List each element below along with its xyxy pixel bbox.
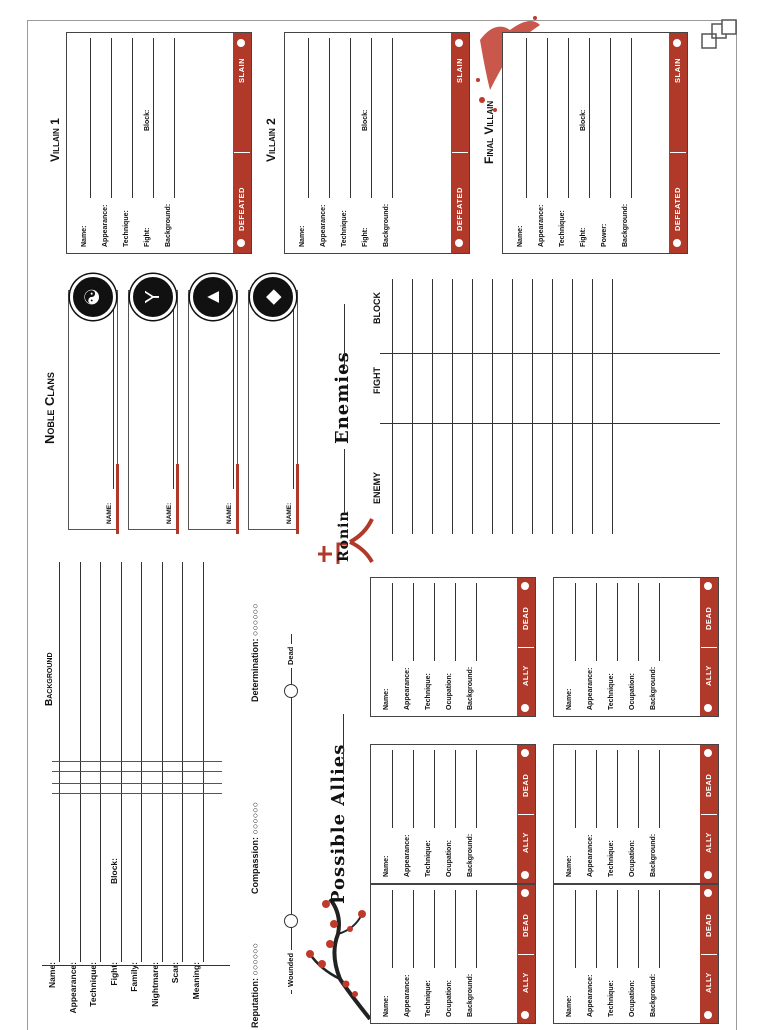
villain-field-label: Technique: <box>341 210 348 247</box>
ally-status-bar <box>700 578 718 716</box>
dead-label[interactable]: DEAD <box>521 773 530 797</box>
villain-field-line[interactable] <box>392 38 393 198</box>
enemy-col-divider <box>380 423 720 424</box>
villain-field-line[interactable] <box>371 38 372 198</box>
ally-field-line[interactable] <box>575 750 576 828</box>
ally-status-dot[interactable] <box>704 749 712 757</box>
villain-field-line[interactable] <box>526 38 527 198</box>
villain-field-label: Fight: <box>362 227 369 247</box>
character-field-label: Scar: <box>170 962 180 984</box>
slain-label[interactable]: SLAIN <box>237 58 246 83</box>
villain-status-bar <box>451 33 469 253</box>
villain-field-line[interactable] <box>350 38 351 198</box>
character-divider <box>52 771 222 772</box>
dead-checkbox[interactable] <box>284 684 298 698</box>
ally-field-line[interactable] <box>638 750 639 828</box>
clan-underline <box>236 464 239 534</box>
ally-status-divider <box>701 647 717 648</box>
ally-status-divider <box>518 814 534 815</box>
clan-crest-icon: ▲ <box>190 274 236 320</box>
villain-block-label: Block: <box>362 109 369 131</box>
villain-card <box>502 32 688 254</box>
enemy-row-line[interactable] <box>552 279 553 534</box>
ally-field-line[interactable] <box>596 890 597 968</box>
ally-card <box>553 577 719 717</box>
ally-status-bar <box>517 885 535 1023</box>
ally-label[interactable]: ALLY <box>521 972 530 993</box>
ally-field-label: Technique: <box>608 840 615 877</box>
ally-field-line[interactable] <box>455 750 456 828</box>
enemy-row-line[interactable] <box>532 279 533 534</box>
ally-field-label: Appearance: <box>404 834 411 877</box>
ally-field-line[interactable] <box>575 583 576 661</box>
defeated-label[interactable]: DEFEATED <box>455 187 464 231</box>
background-header: Background <box>44 652 55 706</box>
villain-field-line[interactable] <box>90 38 91 198</box>
villain-status-dot[interactable] <box>455 39 463 47</box>
ally-card <box>553 744 719 884</box>
ally-field-label: Technique: <box>425 840 432 877</box>
villain-card <box>66 32 252 254</box>
ally-field-label: Name: <box>383 995 390 1017</box>
clan-name-line[interactable] <box>113 299 114 489</box>
villain-field-line[interactable] <box>308 38 309 198</box>
cherry-blossom-icon <box>300 894 380 1024</box>
character-field-line[interactable] <box>100 562 101 962</box>
ally-field-label: Appearance: <box>587 974 594 1017</box>
ally-field-line[interactable] <box>617 750 618 828</box>
villain-status-dot[interactable] <box>673 39 681 47</box>
ally-field-line[interactable] <box>413 750 414 828</box>
defeated-label[interactable]: DEFEATED <box>673 187 682 231</box>
villain-field-label: Name: <box>299 225 306 247</box>
ally-status-dot[interactable] <box>521 704 529 712</box>
villain-status-dot[interactable] <box>237 239 245 247</box>
villain-title: Final Villain <box>482 100 496 164</box>
ally-field-label: Ocupation: <box>446 980 453 1017</box>
slain-label[interactable]: SLAIN <box>673 58 682 83</box>
villain-status-divider <box>452 152 468 153</box>
ally-field-label: Appearance: <box>404 974 411 1017</box>
ally-field-label: Technique: <box>608 980 615 1017</box>
clans-title: Noble Clans <box>42 372 57 444</box>
villain-field-label: Name: <box>517 225 524 247</box>
ally-status-dot[interactable] <box>704 871 712 879</box>
ally-field-line[interactable] <box>659 750 660 828</box>
ally-field-line[interactable] <box>638 890 639 968</box>
character-field-line[interactable] <box>203 562 204 962</box>
block-label: Block: <box>108 858 119 884</box>
villain-status-divider <box>670 152 686 153</box>
enemies-title: Enemies <box>332 351 353 444</box>
character-field-label: Fight: <box>108 962 119 986</box>
clan-name-line[interactable] <box>173 299 174 489</box>
ally-field-line[interactable] <box>476 750 477 828</box>
villain-field-line[interactable] <box>174 38 175 198</box>
ally-status-bar <box>517 578 535 716</box>
villain-field-label: Name: <box>81 225 88 247</box>
enemy-row-line[interactable] <box>392 279 393 534</box>
ally-status-divider <box>518 647 534 648</box>
ally-field-label: Name: <box>566 688 573 710</box>
enemies-header: ENEMY <box>372 471 382 504</box>
character-field-label: Family: <box>129 962 139 992</box>
ally-field-line[interactable] <box>617 583 618 661</box>
dead-label[interactable]: DEAD <box>704 773 713 797</box>
ally-status-dot[interactable] <box>521 582 529 590</box>
villain-field-label: Appearance: <box>538 204 545 247</box>
clan-underline <box>176 464 179 534</box>
enemy-row-line[interactable] <box>572 279 573 534</box>
clan-name-line[interactable] <box>293 299 294 489</box>
ally-label[interactable]: ALLY <box>704 832 713 853</box>
villain-field-label: Appearance: <box>102 204 109 247</box>
compassion-label: Compassion: ○○○○○○ <box>250 801 260 894</box>
defeated-label[interactable]: DEFEATED <box>237 187 246 231</box>
villain-field-label: Appearance: <box>320 204 327 247</box>
ally-field-line[interactable] <box>434 750 435 828</box>
villain-status-dot[interactable] <box>673 239 681 247</box>
villain-field-label: Technique: <box>123 210 130 247</box>
slain-label[interactable]: SLAIN <box>455 58 464 83</box>
villain-field-line[interactable] <box>631 38 632 198</box>
ally-label[interactable]: ALLY <box>521 665 530 686</box>
ally-field-line[interactable] <box>659 583 660 661</box>
ally-field-label: Ocupation: <box>446 673 453 710</box>
ally-field-label: Name: <box>383 688 390 710</box>
dead-label[interactable]: DEAD <box>521 606 530 630</box>
clan-underline <box>116 464 119 534</box>
enemies-title-rule-right <box>344 304 345 369</box>
ally-field-line[interactable] <box>617 890 618 968</box>
ally-status-dot[interactable] <box>521 889 529 897</box>
villain-field-line[interactable] <box>568 38 569 198</box>
ally-field-line[interactable] <box>476 583 477 661</box>
enemy-row-line[interactable] <box>452 279 453 534</box>
enemy-row-line[interactable] <box>492 279 493 534</box>
ally-field-line[interactable] <box>455 890 456 968</box>
enemy-row-line[interactable] <box>592 279 593 534</box>
villain-status-dot[interactable] <box>455 239 463 247</box>
clan-name-line[interactable] <box>233 299 234 489</box>
ronin-logo-text: Ronin <box>336 510 352 562</box>
ally-field-line[interactable] <box>659 890 660 968</box>
dead-label[interactable]: DEAD <box>521 913 530 937</box>
ally-field-label: Technique: <box>425 673 432 710</box>
ally-status-bar <box>517 745 535 883</box>
villain-field-label: Background: <box>165 203 172 247</box>
character-field-line[interactable] <box>182 562 183 962</box>
villain-field-line[interactable] <box>329 38 330 198</box>
clan-name-label: NAME: <box>166 502 173 524</box>
character-field-label: Appearance: <box>67 962 78 1014</box>
enemies-header: FIGHT <box>372 367 382 394</box>
allies-title-rule <box>343 714 344 774</box>
ally-status-bar <box>700 885 718 1023</box>
ally-card <box>370 577 536 717</box>
ally-label[interactable]: ALLY <box>521 832 530 853</box>
ally-field-label: Technique: <box>608 673 615 710</box>
character-divider <box>52 761 222 762</box>
enemy-row-line[interactable] <box>412 279 413 534</box>
ally-status-divider <box>701 814 717 815</box>
ally-label[interactable]: ALLY <box>704 665 713 686</box>
enemies-title-rule-left <box>344 449 345 514</box>
ally-field-line[interactable] <box>596 583 597 661</box>
villain-card <box>284 32 470 254</box>
clan-underline <box>296 464 299 534</box>
ally-status-dot[interactable] <box>704 704 712 712</box>
ally-status-dot[interactable] <box>704 1011 712 1019</box>
ally-label[interactable]: ALLY <box>704 972 713 993</box>
clan-box <box>128 290 178 530</box>
ally-field-label: Ocupation: <box>446 840 453 877</box>
villain-field-line[interactable] <box>610 38 611 198</box>
villain-field-label: Power: <box>601 223 608 247</box>
ally-field-line[interactable] <box>575 890 576 968</box>
ally-field-label: Name: <box>566 855 573 877</box>
ally-field-line[interactable] <box>392 750 393 828</box>
ally-status-bar <box>700 745 718 883</box>
ally-field-line[interactable] <box>455 583 456 661</box>
clan-crest-icon: ☯ <box>70 274 116 320</box>
villain-block-label: Block: <box>144 109 151 131</box>
character-field-line[interactable] <box>59 562 60 962</box>
ally-field-label: Technique: <box>425 980 432 1017</box>
ally-field-label: Appearance: <box>587 834 594 877</box>
enemies-header: BLOCK <box>372 292 382 324</box>
ally-field-label: Background: <box>467 666 474 710</box>
villain-block-label: Block: <box>580 109 587 131</box>
ally-field-label: Name: <box>566 995 573 1017</box>
ally-status-dot[interactable] <box>521 749 529 757</box>
ally-field-line[interactable] <box>434 890 435 968</box>
dead-label[interactable]: DEAD <box>704 606 713 630</box>
character-field-line[interactable] <box>141 562 142 962</box>
determination-label: Determination: ○○○○○○ <box>250 603 260 702</box>
clan-box <box>188 290 238 530</box>
character-divider <box>52 783 222 784</box>
character-field-line[interactable] <box>162 562 163 962</box>
clan-name-label: NAME: <box>106 502 113 524</box>
ally-field-line[interactable] <box>638 583 639 661</box>
villain-field-line[interactable] <box>153 38 154 198</box>
character-divider <box>42 965 230 966</box>
villain-field-line[interactable] <box>111 38 112 198</box>
ally-status-dot[interactable] <box>521 1011 529 1019</box>
ally-field-label: Background: <box>650 833 657 877</box>
enemy-row-line[interactable] <box>512 279 513 534</box>
clan-crest-icon: Y <box>130 274 176 320</box>
dead-label: Dead <box>286 644 295 668</box>
ally-field-label: Ocupation: <box>629 980 636 1017</box>
character-field-label: Nightmare: <box>149 962 160 1007</box>
ally-field-line[interactable] <box>413 583 414 661</box>
enemy-row-line[interactable] <box>612 279 613 534</box>
villain-field-line[interactable] <box>132 38 133 198</box>
ally-status-dot[interactable] <box>704 889 712 897</box>
enemy-row-line[interactable] <box>432 279 433 534</box>
ally-status-divider <box>518 954 534 955</box>
ally-field-label: Background: <box>650 666 657 710</box>
ally-field-label: Appearance: <box>587 667 594 710</box>
ally-card <box>370 884 536 1024</box>
ally-field-label: Background: <box>650 973 657 1017</box>
ally-field-label: Name: <box>383 855 390 877</box>
wounded-label: Wounded <box>286 950 295 990</box>
villain-status-bar <box>669 33 687 253</box>
ally-status-dot[interactable] <box>521 871 529 879</box>
character-field-label: Technique: <box>88 962 98 1007</box>
ally-field-line[interactable] <box>413 890 414 968</box>
ally-field-line[interactable] <box>392 583 393 661</box>
ally-field-label: Ocupation: <box>629 673 636 710</box>
villain-field-label: Fight: <box>144 227 151 247</box>
villain-field-label: Fight: <box>580 227 587 247</box>
ally-field-label: Background: <box>467 833 474 877</box>
reputation-label: Reputation: ○○○○○○ <box>250 942 260 1028</box>
character-divider <box>52 793 222 794</box>
enemy-col-divider <box>380 353 720 354</box>
villain-field-line[interactable] <box>589 38 590 198</box>
ally-field-line[interactable] <box>434 583 435 661</box>
villain-field-label: Background: <box>383 203 390 247</box>
ally-field-label: Background: <box>467 973 474 1017</box>
ally-field-line[interactable] <box>476 890 477 968</box>
villain-field-label: Background: <box>622 203 629 247</box>
ally-card <box>553 884 719 1024</box>
ally-status-divider <box>701 954 717 955</box>
villain-field-line[interactable] <box>547 38 548 198</box>
enemy-row-line[interactable] <box>472 279 473 534</box>
ally-field-label: Ocupation: <box>629 840 636 877</box>
character-field-line[interactable] <box>121 562 122 962</box>
villain-status-divider <box>234 152 250 153</box>
villain-status-bar <box>233 33 251 253</box>
dead-label[interactable]: DEAD <box>704 913 713 937</box>
villain-title: Villain 2 <box>264 118 278 162</box>
clan-name-label: NAME: <box>286 502 293 524</box>
ally-status-dot[interactable] <box>704 582 712 590</box>
ally-field-label: Appearance: <box>404 667 411 710</box>
villain-status-dot[interactable] <box>237 39 245 47</box>
ally-field-line[interactable] <box>596 750 597 828</box>
clan-name-label: NAME: <box>226 502 233 524</box>
character-field-line[interactable] <box>80 562 81 962</box>
clan-crest-icon: ◆ <box>250 274 296 320</box>
ally-field-line[interactable] <box>392 890 393 968</box>
wounded-checkbox[interactable] <box>284 914 298 928</box>
villain-field-label: Technique: <box>559 210 566 247</box>
clan-box <box>248 290 298 530</box>
character-field-label: Name: <box>47 962 57 988</box>
allies-title: Possible Allies <box>328 743 349 904</box>
villain-title: Villain 1 <box>48 118 62 162</box>
clan-box <box>68 290 118 530</box>
character-field-label: Meaning: <box>190 962 201 1000</box>
ally-card <box>370 744 536 884</box>
